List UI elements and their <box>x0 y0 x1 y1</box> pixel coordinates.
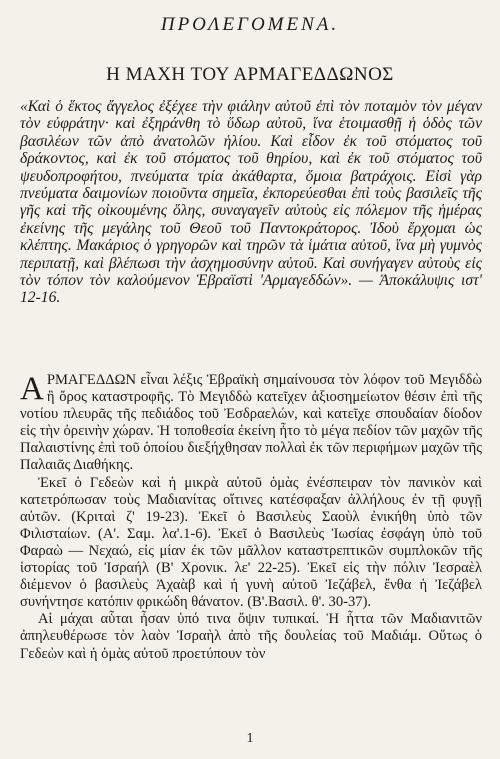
chapter-title: Η ΜΑΧΗ ΤΟΥ ΑΡΜΑΓΕΔΔΩΝΟΣ <box>106 64 394 85</box>
drop-cap: Α <box>20 371 44 407</box>
running-head: ΠΡΟΛΕΓΟΜΕΝΑ. <box>160 14 340 35</box>
body-text <box>20 372 482 663</box>
epigraph-quote: «Καὶ ὁ ἕκτος ἄγγελος ἐξέχεε τὴν φιάλην αὐτοῦ ἐπὶ τὸν ποταμὸν τὸν μέγαν τὸν εὐφράτην· καὶ ἐξηράνθη τὸ ὕδωρ αὐτοῦ, ἵνα ἑτοιμασθῇ ἡ ὁδὸς τῶν βασιλέων τῶν ἀπὸ ἀνατολῶν ἡλίου. Καὶ εἶδον ἐκ τοῦ στόματος τοῦ δράκοντος, καὶ ἐκ τοῦ στόματος τοῦ θηρίου, καὶ ἐκ τοῦ στόματος τοῦ ψευδοπροφήτου, πνεύματα τρία ἀκάθαρτα, ὅμοια βατράχοις. Εἰσὶ γὰρ πνεύματα δαιμονίων ποιοῦντα σημεῖα, ἐκπορεύεσθαι ἐπὶ τοὺς βασιλεῖς τῆς γῆς καὶ τῆς οἰκουμένης ὅλης, συναγαγεῖν αὐτοὺς εἰς πόλεμον τῆς ἡμέρας ἐκείνης τῆς μεγάλης τοῦ Θεοῦ τοῦ Παντοκράτορος. Ἰδοὺ ἔρχομαι ὡς κλέπτης. Μακάριος ὁ γρηγορῶν καὶ τηρῶν τὰ ἱμάτια αὐτοῦ, ἵνα μὴ γυμνὸς περιπατῇ, καὶ βλέπωσι τὴν ἀσχημοσύνην αὐτοῦ. Καὶ συνήγαγεν αὐτοὺς εἰς τὸν τόπον τὸν καλούμενον Ἑβραϊστὶ 'Αρμαγεδδών». — Ἀποκάλυψις ιστ' 12-16. <box>20 98 482 307</box>
paragraph-1-text: ΡΜΑΓΕΔΔΩΝ εἶναι λέξις Ἑβραϊκὴ σημαίνουσα τὸν λόφον τοῦ Μεγιδδὼ ἢ ὄρος καταστροφῆς. Τὸ Μεγιδδὼ κατεῖχεν ἀξιοσημείωτον θέσιν ἐπὶ τῆς νοτίου πλευρᾶς τῆς πεδιάδος τοῦ Ἐσδραελών, καὶ κατεῖχε σπουδαίαν δίοδον εἰς τὴν ὀρεινὴν χώραν. Ἡ τοποθεσία ἐκείνη ἦτο τὸ μέγα πεδίον τῶν μαχῶν τῆς Παλαιστίνης ἐπὶ τοῦ ὁποίου διεξήχθησαν πολλαὶ ἐκ τῶν περιφήμων μαχῶν τῆς Παλαιᾶς Διαθήκης. <box>20 372 482 474</box>
paragraph-3: Αἱ μάχαι αὗται ἦσαν ὑπό τινα ὄψιν τυπικαί. Ἡ ἧττα τῶν Μαδιανιτῶν ἀπηλευθέρωσε τὸν λαὸν Ἰσραὴλ ἀπὸ τῆς δουλείας τοῦ Μαδιάμ. Οὕτως ὁ Γεδεὼν καὶ ἡ ὁμὰς αὐτοῦ προετύπουν τὸν <box>20 611 482 662</box>
paragraph-1 <box>20 372 482 475</box>
paragraph-2: Ἐκεῖ ὁ Γεδεὼν καὶ ἡ μικρὰ αὐτοῦ ὁμὰς ἐνέσπειραν τὸν πανικὸν καὶ κατετρόπωσαν τοὺς Μαδιανίτας οἵτινες κατέσφαξαν ἀλλήλους ἐν τῇ φυγῇ αὐτῶν. (Κριταὶ ζ' 19-23). Ἐκεῖ ὁ Βασιλεὺς Σαοὺλ ἐνικήθη ὑπὸ τῶν Φιλισταίων. (Α'. Σαμ. λα'.1-6). Ἐκεῖ ὁ Βασιλεὺς Ἰωσίας ἐσφάγη ὑπὸ τοῦ Φαραὼ — Νεχαώ, εἰς μίαν ἐκ τῶν μᾶλλον καταστρεπτικῶν συμπλοκῶν τῆς ἱστορίας τοῦ Ἰσραήλ (Β' Χρονικ. λε' 22-25). Ἐκεῖ εἰς τὴν πόλιν Ἰεσραὲλ διέμενον ὁ βασιλεὺς Ἀχαὰβ καὶ ἡ γυνὴ αὐτοῦ Ἰεζάβελ, ἔνθα ἡ Ἰεζάβελ συνήντησε κατόπιν φρικώδη θάνατον. (Β'.Βασιλ. θ'. 30-37). <box>20 474 482 611</box>
page-number: 1 <box>246 731 254 746</box>
